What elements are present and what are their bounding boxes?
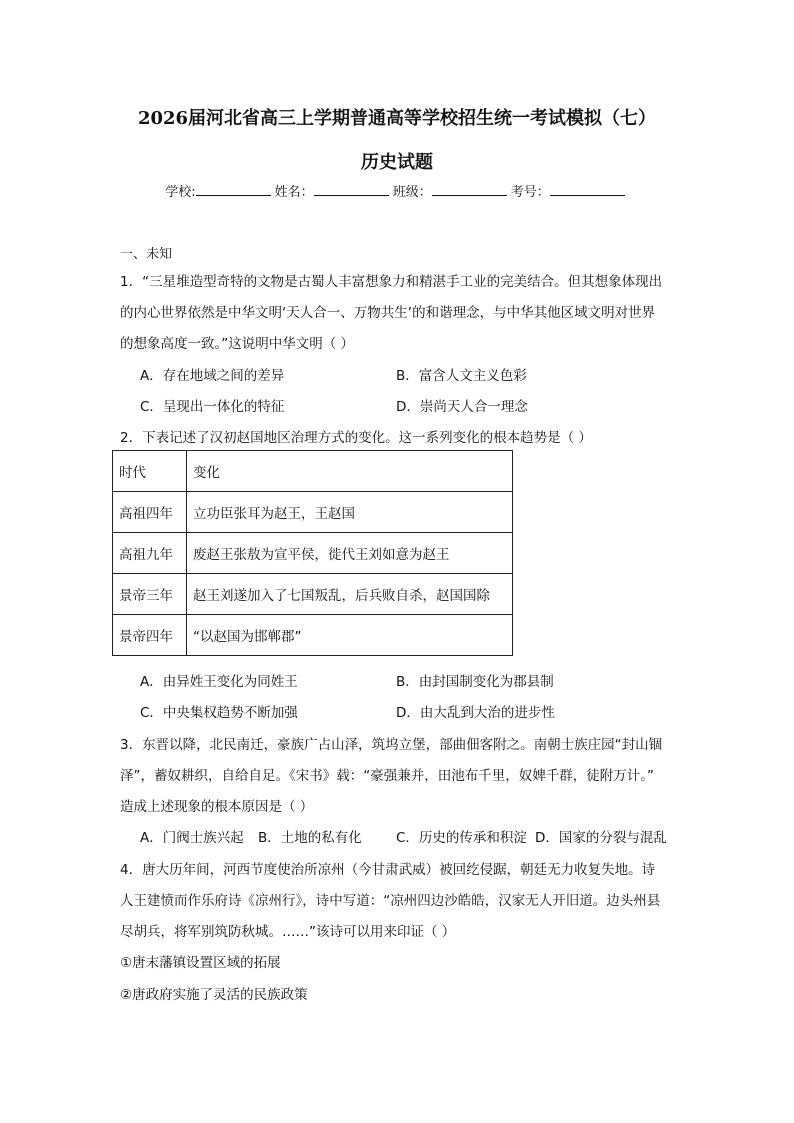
q4-item-2: ②唐政府实施了灵活的民族政策	[120, 987, 308, 1003]
q1-option-c[interactable]: C．呈现出一体化的特征	[140, 399, 285, 415]
q1-option-a[interactable]: A．存在地域之间的差异	[140, 368, 285, 384]
table-cell-era: 高祖四年	[113, 492, 187, 533]
q3-option-a[interactable]: A．门阀士族兴起	[140, 830, 244, 846]
table-cell-change: 赵王刘遂加入了七国叛乱，后兵败自杀，赵国国除	[187, 574, 513, 615]
name-label: 姓名：	[274, 185, 314, 200]
section-heading: 一、未知	[120, 247, 173, 262]
exam-title: 2026届河北省高三上学期普通高等学校招生统一考试模拟（七）	[137, 108, 657, 129]
q3-line-3: 造成上述现象的根本原因是（ ）	[120, 799, 314, 815]
table-cell-era: 景帝四年	[113, 615, 187, 656]
table-row	[113, 574, 513, 615]
name-blank[interactable]	[314, 183, 389, 196]
exam-no-label: 考号：	[510, 185, 550, 200]
class-label: 班级：	[392, 185, 432, 200]
class-blank[interactable]	[432, 183, 507, 196]
q3-line-1: 3．东晋以降，北民南迁，豪族广占山泽，筑坞立堡，部曲佃客附之。南朝士族庄园“封山锢	[120, 737, 663, 753]
q1-line-1: 1．“三星堆造型奇特的文物是古蜀人丰富想象力和精湛手工业的完美结合。但其想象体现出	[120, 274, 663, 290]
q2-option-c[interactable]: C．中央集权趋势不断加强	[140, 705, 298, 721]
table-cell-era: 景帝三年	[113, 574, 187, 615]
q4-line-1: 4．唐大历年间，河西节度使治所凉州（今甘肃武威）被回纥侵踞，朝廷无力收复失地。诗	[120, 862, 656, 878]
table-header-cell: 时代	[113, 451, 187, 492]
q3-option-b[interactable]: B．土地的私有化	[258, 830, 362, 846]
exam-no-blank[interactable]	[550, 183, 625, 196]
q3-option-d[interactable]: D．国家的分裂与混乱	[535, 830, 667, 846]
q1-line-3: 的想象高度一致。”这说明中华文明（ ）	[120, 336, 355, 352]
q2-option-b[interactable]: B．由封国制变化为郡县制	[396, 674, 554, 690]
table-row	[113, 492, 513, 533]
table-cell-change: 废赵王张敖为宣平侯，徙代王刘如意为赵王	[187, 533, 513, 574]
table-header-row	[113, 451, 513, 492]
q1-option-b[interactable]: B．富含人文主义色彩	[396, 368, 527, 384]
table-cell-change: “以赵国为邯郸郡”	[187, 615, 513, 656]
table-cell-era: 高祖九年	[113, 533, 187, 574]
q4-item-1: ①唐末藩镇设置区域的拓展	[120, 955, 281, 971]
school-blank[interactable]	[196, 183, 271, 196]
q1-line-2: 的内心世界依然是中华文明‘天人合一、万物共生’的和谐理念，与中华其他区域文明对世界	[120, 305, 656, 321]
q4-line-2: 人王建愤而作乐府诗《凉州行》，诗中写道：“凉州四边沙皓皓，汉家无人开旧道。边头州县	[120, 893, 661, 909]
table-row	[113, 533, 513, 574]
q4-line-3: 尽胡兵，将军别筑防秋城。……”该诗可以用来印证（ ）	[120, 924, 456, 940]
table-row	[113, 615, 513, 656]
exam-subtitle: 历史试题	[361, 152, 433, 173]
q3-line-2: 泽”，蓄奴耕织，自给自足。《宋书》载：“豪强兼并，田池布千里，奴婢千群，徒附万计。”	[120, 768, 654, 784]
q1-option-d[interactable]: D．崇尚天人合一理念	[396, 399, 528, 415]
student-info-row	[0, 181, 794, 200]
school-label: 学校:	[165, 185, 196, 200]
table-cell-change: 立功臣张耳为赵王，王赵国	[187, 492, 513, 533]
q2-table	[112, 450, 513, 656]
q2-stem: 2．下表记述了汉初赵国地区治理方式的变化。这一系列变化的根本趋势是（ ）	[120, 430, 592, 446]
q3-option-c[interactable]: C．历史的传承和积淀	[396, 830, 527, 846]
q2-option-a[interactable]: A．由异姓王变化为同姓王	[140, 674, 298, 690]
q2-option-d[interactable]: D．由大乱到大治的进步性	[396, 705, 555, 721]
table-header-cell: 变化	[187, 451, 513, 492]
